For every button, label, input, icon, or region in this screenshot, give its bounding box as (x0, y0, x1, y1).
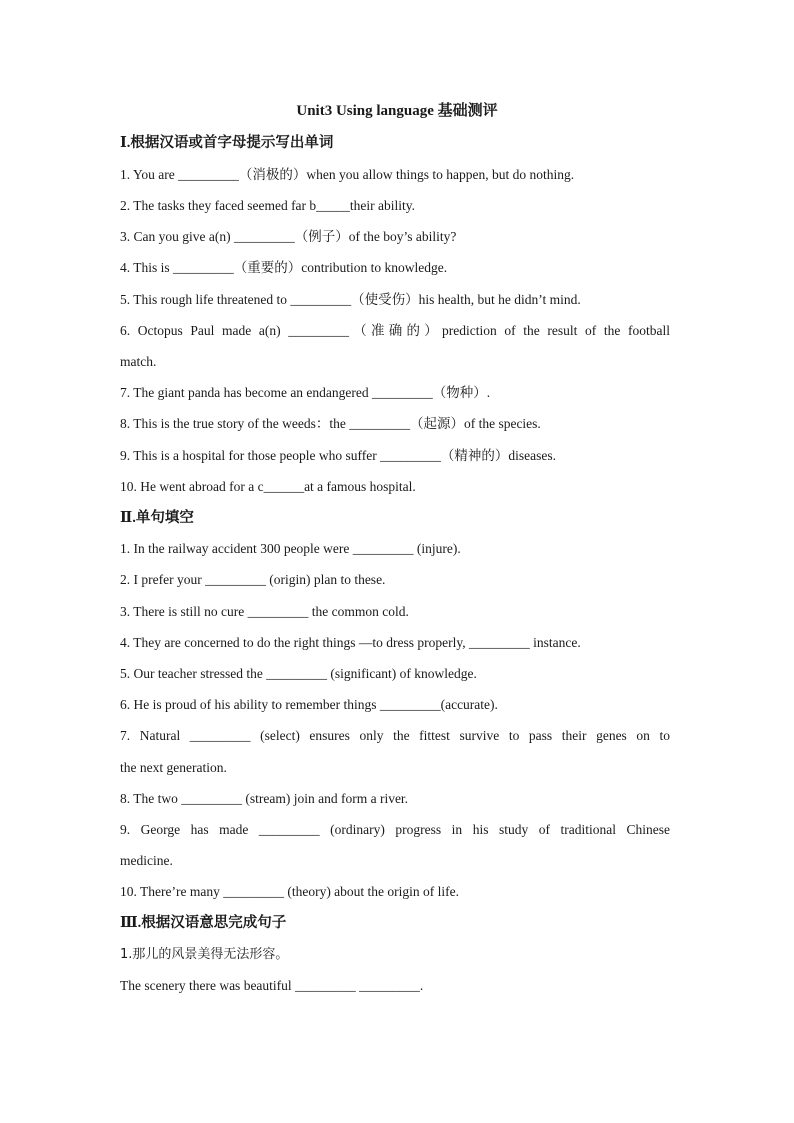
section-2-item: 4. They are concerned to do the right things —to dress properly, _________ instance. (120, 635, 581, 650)
section-1-item: 3. Can you give a(n) _________（例子）of the boy’s ability? (120, 229, 457, 244)
section-1-item: 8. This is the true story of the weeds：the _________（起源）of the species. (120, 416, 541, 431)
section-2-item: 3. There is still no cure _________ the common cold. (120, 604, 409, 619)
section-1-item: 5. This rough life threatened to _________（使受伤）his health, but he didn’t mind. (120, 292, 581, 307)
section-2-heading: Ⅱ.单句填空 (120, 510, 194, 526)
section-2-item: 5. Our teacher stressed the _________ (significant) of knowledge. (120, 666, 477, 681)
section-1-item: 7. The giant panda has become an endangered _________（物种）. (120, 385, 491, 400)
section-2-item: 8. The two _________ (stream) join and form a river. (120, 791, 409, 806)
section-2-item-continuation: the next generation. (120, 760, 227, 775)
section-2-item: 9. George has made _________ (ordinary) progress in his study of traditional Chinese (120, 822, 670, 837)
section-2-item-continuation: medicine. (120, 853, 173, 868)
section-1-item: 10. He went abroad for a c______at a famous hospital. (120, 479, 416, 494)
section-1-item: 6. Octopus Paul made a(n) _________（准确的）prediction of the result of the football (120, 323, 670, 338)
section-1-item: 1. You are _________（消极的）when you allow things to happen, but do nothing. (120, 167, 575, 182)
page-title: Unit3 Using language 基础测评 (296, 103, 498, 119)
section-2-item: 2. I prefer your _________ (origin) plan to these. (120, 572, 386, 587)
section-1-item-continuation: match. (120, 354, 157, 369)
section-1-heading: Ⅰ.根据汉语或首字母提示写出单词 (120, 135, 334, 151)
section-1-item: 9. This is a hospital for those people who suffer _________（精神的）diseases. (120, 448, 556, 463)
section-2-item: 7. Natural _________ (select) ensures only the fittest survive to pass their genes on to (120, 728, 670, 743)
section-1-item: 2. The tasks they faced seemed far b_____their ability. (120, 198, 416, 213)
section-3-prompt: 1.那儿的风景美得无法形容。 (120, 947, 289, 962)
section-3-answer-line: The scenery there was beautiful _________ _________. (120, 978, 424, 993)
section-3-heading: Ⅲ.根据汉语意思完成句子 (120, 915, 287, 931)
section-2-item: 1. In the railway accident 300 people were _________ (injure). (120, 541, 461, 556)
section-2-item: 6. He is proud of his ability to remember things _________(accurate). (120, 697, 498, 712)
section-2-item: 10. There’re many _________ (theory) about the origin of life. (120, 884, 460, 899)
section-1-item: 4. This is _________（重要的）contribution to knowledge. (120, 260, 448, 275)
